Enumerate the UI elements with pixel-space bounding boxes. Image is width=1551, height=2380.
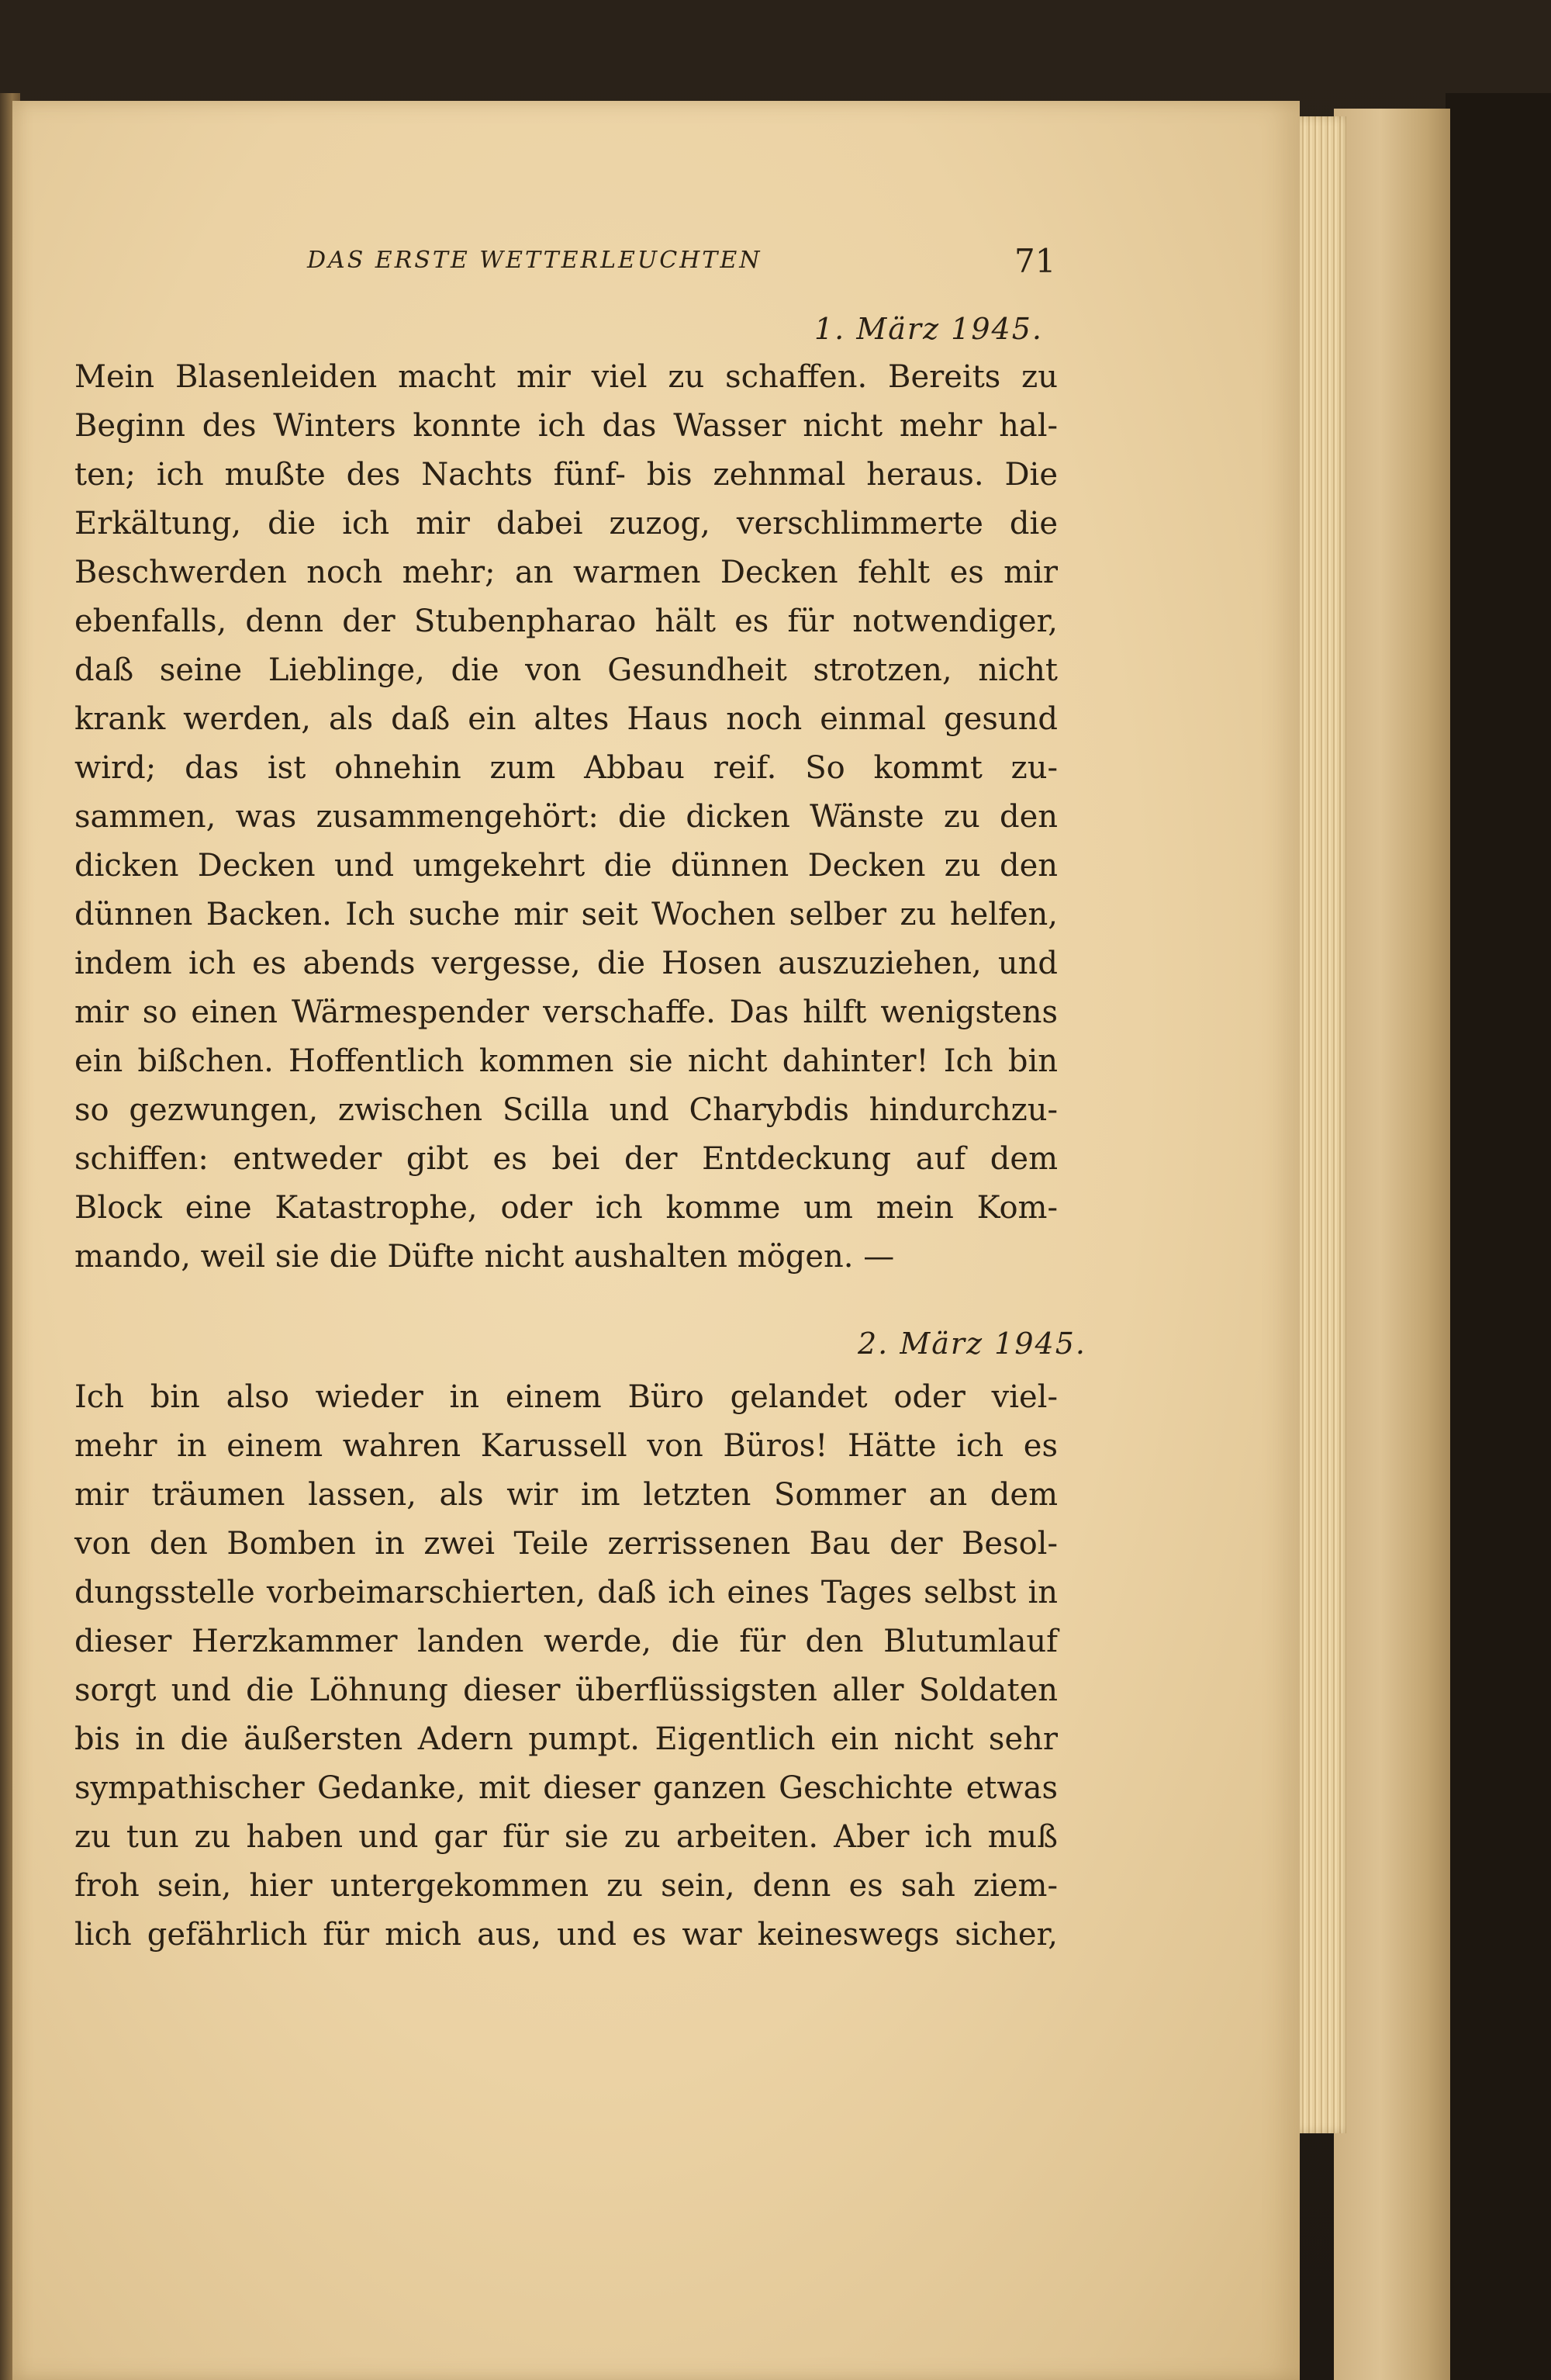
text-line: daß seine Lieblinge, die von Gesundheit strotzen, nicht bbox=[74, 652, 1058, 688]
book-cover-edge bbox=[1334, 109, 1450, 2380]
text-line: dieser Herzkammer landen werde, die für den Blutumlauf bbox=[74, 1624, 1058, 1659]
text-line: indem ich es abends vergesse, die Hosen auszuziehen, und bbox=[74, 946, 1058, 981]
text-line: krank werden, als daß ein altes Haus noch einmal gesund bbox=[74, 701, 1058, 737]
text-line: mir träumen lassen, als wir im letzten Sommer an dem bbox=[74, 1477, 1058, 1513]
text-line: Erkältung, die ich mir dabei zuzog, verschlimmerte die bbox=[74, 506, 1058, 541]
scan-background bbox=[1446, 93, 1551, 2380]
text-line: lich gefährlich für mich aus, und es war keineswegs sicher, bbox=[74, 1917, 1058, 1953]
text-line: von den Bomben in zwei Teile zerrissenen Bau der Besol- bbox=[74, 1526, 1058, 1562]
text-line: zu tun zu haben und gar für sie zu arbeiten. Aber ich muß bbox=[74, 1819, 1058, 1855]
entry-date-2: 2. März 1945. bbox=[858, 1327, 1086, 1361]
text-line: wird; das ist ohnehin zum Abbau reif. So kommt zu- bbox=[74, 750, 1058, 786]
text-line: mando, weil sie die Düfte nicht aushalten mögen. — bbox=[74, 1239, 895, 1275]
page-number: 71 bbox=[1014, 242, 1056, 280]
entry-date-1: 1. März 1945. bbox=[814, 312, 1043, 346]
text-line: dungsstelle vorbeimarschierten, daß ich eines Tages selbst in bbox=[74, 1575, 1058, 1610]
text-line: Block eine Katastrophe, oder ich komme um mein Kom- bbox=[74, 1190, 1058, 1226]
text-line: ten; ich mußte des Nachts fünf- bis zehnmal heraus. Die bbox=[74, 457, 1058, 493]
text-line: mehr in einem wahren Karussell von Büros! Hätte ich es bbox=[74, 1428, 1058, 1464]
text-line: ein bißchen. Hoffentlich kommen sie nicht dahinter! Ich bin bbox=[74, 1043, 1058, 1079]
text-line: dicken Decken und umgekehrt die dünnen Decken zu den bbox=[74, 848, 1058, 884]
text-line: schiffen: entweder gibt es bei der Entdeckung auf dem bbox=[74, 1141, 1058, 1177]
text-line: Beschwerden noch mehr; an warmen Decken fehlt es mir bbox=[74, 555, 1058, 590]
text-line: froh sein, hier untergekommen zu sein, denn es sah ziem- bbox=[74, 1868, 1058, 1904]
text-line: Ich bin also wieder in einem Büro gelandet oder viel- bbox=[74, 1379, 1058, 1415]
text-line: ebenfalls, denn der Stubenpharao hält es für notwendiger, bbox=[74, 604, 1058, 639]
text-line: so gezwungen, zwischen Scilla und Charybdis hindurchzu- bbox=[74, 1092, 1058, 1128]
entry-body-2 bbox=[74, 1373, 1058, 1960]
text-line: dünnen Backen. Ich suche mir seit Wochen selber zu helfen, bbox=[74, 897, 1058, 932]
text-line: sympathischer Gedanke, mit dieser ganzen Geschichte etwas bbox=[74, 1770, 1058, 1806]
text-line: mir so einen Wärmespender verschaffe. Das hilft wenigstens bbox=[74, 995, 1058, 1030]
text-line: sorgt und die Löhnung dieser überflüssigsten aller Soldaten bbox=[74, 1673, 1058, 1708]
text-line: bis in die äußersten Adern pumpt. Eigentlich ein nicht sehr bbox=[74, 1721, 1058, 1757]
text-line: Beginn des Winters konnte ich das Wasser nicht mehr hal- bbox=[74, 408, 1058, 444]
text-line: sammen, was zusammengehört: die dicken Wänste zu den bbox=[74, 799, 1058, 835]
text-line: Mein Blasenleiden macht mir viel zu schaffen. Bereits zu bbox=[74, 359, 1058, 395]
running-head: DAS ERSTE WETTERLEUCHTEN bbox=[307, 247, 762, 274]
entry-body-1 bbox=[74, 353, 1058, 1282]
page-header bbox=[0, 242, 1551, 293]
